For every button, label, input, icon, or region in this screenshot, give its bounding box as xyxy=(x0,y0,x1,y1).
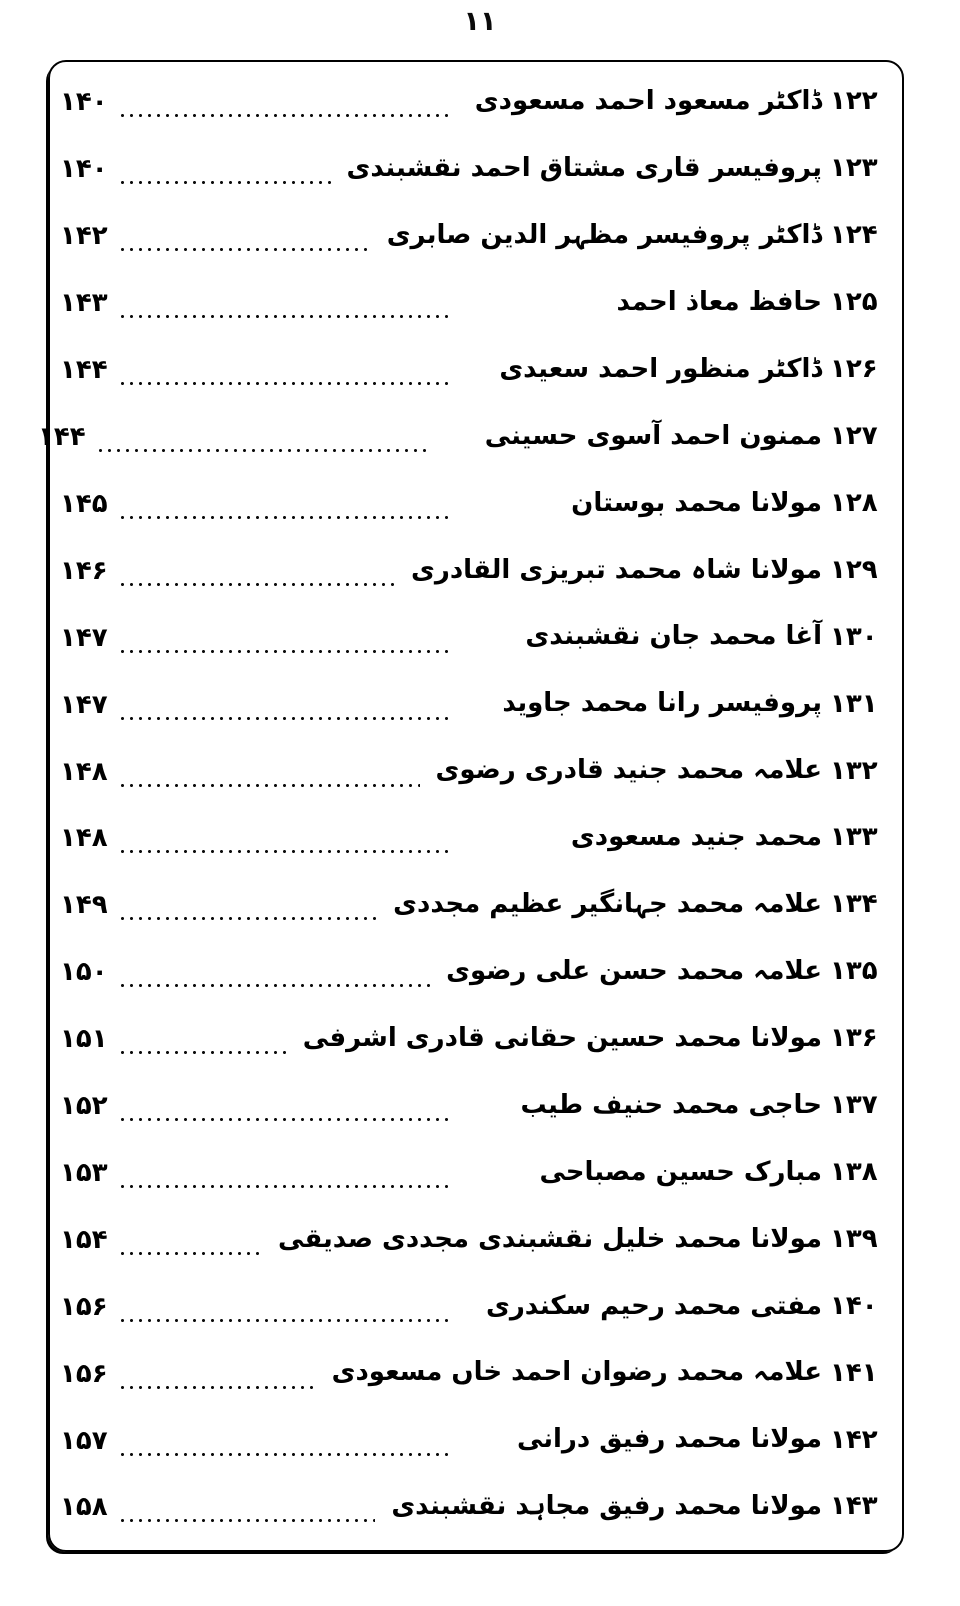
toc-row xyxy=(60,68,888,134)
row-person-name: مبارک حسین مصباحی xyxy=(539,1156,822,1187)
row-page-number: ۱۵۰ xyxy=(60,957,108,988)
dot-leader xyxy=(118,1252,262,1255)
row-serial-number: ۱۳۵ xyxy=(830,956,878,987)
dot-leader xyxy=(118,1051,287,1054)
dot-leader xyxy=(118,1118,450,1121)
row-page-number: ۱۴۸ xyxy=(60,823,108,854)
dot-leader xyxy=(118,315,450,318)
toc-row xyxy=(60,1206,888,1272)
row-person-name: پروفیسر رانا محمد جاوید xyxy=(502,688,822,719)
row-serial-number: ۱۳۶ xyxy=(830,1023,878,1054)
toc-row xyxy=(60,871,888,937)
row-leader xyxy=(60,738,428,804)
row-person-name: علامہ محمد جنید قادری رضوی xyxy=(435,755,822,786)
row-person-name: حافظ معاذ احمد xyxy=(616,286,822,317)
toc-row xyxy=(60,1005,888,1071)
row-serial-number: ۱۳۱ xyxy=(830,688,878,719)
toc-row xyxy=(60,804,888,870)
row-person-name: مولانا محمد بوستان xyxy=(571,487,822,518)
row-leader xyxy=(60,537,403,603)
toc-row xyxy=(60,269,888,335)
dot-leader xyxy=(118,516,450,519)
row-serial-number: ۱۳۹ xyxy=(830,1223,878,1254)
toc-row xyxy=(60,1407,888,1473)
row-page-number: ۱۵۶ xyxy=(60,1291,108,1322)
row-serial-number: ۱۲۶ xyxy=(830,354,878,385)
dot-leader xyxy=(118,1386,316,1389)
row-page-number: ۱۴۴ xyxy=(60,355,108,386)
row-person-name: مولانا شاہ محمد تبریزی القادری xyxy=(411,554,822,585)
row-serial-number: ۱۲۳ xyxy=(830,153,878,184)
row-leader xyxy=(60,68,467,134)
row-leader xyxy=(60,1273,478,1339)
row-leader xyxy=(60,671,494,737)
row-serial-number: ۱۲۸ xyxy=(830,487,878,518)
dot-leader xyxy=(118,850,450,853)
dot-leader xyxy=(96,449,428,452)
row-person-name: محمد جنید مسعودی xyxy=(570,822,822,853)
row-leader xyxy=(60,1072,512,1138)
row-person-name: ممنون احمد آسوی حسینی xyxy=(484,420,822,451)
row-page-number: ۱۴۲ xyxy=(60,221,108,252)
row-serial-number: ۱۴۰ xyxy=(830,1290,878,1321)
row-leader xyxy=(60,1340,324,1406)
dot-leader xyxy=(118,917,378,920)
dot-leader xyxy=(118,717,450,720)
row-serial-number: ۱۲۴ xyxy=(830,220,878,251)
row-serial-number: ۱۲۹ xyxy=(830,554,878,585)
row-leader xyxy=(60,871,385,937)
toc-row xyxy=(60,537,888,603)
row-serial-number: ۱۴۳ xyxy=(830,1491,878,1522)
toc-row xyxy=(60,202,888,268)
page-header xyxy=(0,0,960,60)
row-leader xyxy=(60,1407,509,1473)
row-person-name: مولانا محمد رفیق مجاہد نقشبندی xyxy=(391,1491,822,1522)
dot-leader xyxy=(118,1319,450,1322)
row-page-number: ۱۴۹ xyxy=(60,890,108,921)
row-person-name: آغا محمد جان نقشبندی xyxy=(525,621,822,652)
row-person-name: مفتی محمد رحیم سکندری xyxy=(486,1290,822,1321)
toc-row xyxy=(60,604,888,670)
row-leader xyxy=(60,135,339,201)
toc-row xyxy=(60,738,888,804)
row-serial-number: ۱۳۷ xyxy=(830,1090,878,1121)
row-person-name: پروفیسر قاری مشتاق احمد نقشبندی xyxy=(346,153,822,184)
row-leader xyxy=(60,1206,270,1272)
toc-row xyxy=(60,470,888,536)
row-leader xyxy=(60,604,517,670)
row-page-number: ۱۵۸ xyxy=(60,1492,108,1523)
row-person-name: مولانا محمد خلیل نقشبندی مجددی صدیقی xyxy=(278,1223,822,1254)
row-person-name: علامہ محمد حسن علی رضوی xyxy=(446,955,822,986)
dot-leader xyxy=(118,382,450,385)
row-page-number: ۱۵۴ xyxy=(60,1224,108,1255)
toc-row xyxy=(60,336,888,402)
row-person-name: علامہ محمد جہانگیر عظیم مجددی xyxy=(393,889,822,920)
row-page-number: ۱۵۲ xyxy=(60,1091,108,1122)
toc-row xyxy=(60,1072,888,1138)
toc-row xyxy=(38,403,888,469)
toc-row xyxy=(60,1473,888,1539)
toc-row xyxy=(60,1139,888,1205)
dot-leader xyxy=(118,650,450,653)
row-serial-number: ۱۳۳ xyxy=(830,822,878,853)
row-page-number: ۱۴۵ xyxy=(60,488,108,519)
dot-leader xyxy=(118,1519,376,1522)
dot-leader xyxy=(118,1185,450,1188)
row-page-number: ۱۴۴ xyxy=(38,421,86,452)
row-person-name: ڈاکٹر مسعود احمد مسعودی xyxy=(474,86,822,117)
row-page-number: ۱۴۰ xyxy=(60,154,108,185)
dot-leader xyxy=(118,248,371,251)
row-serial-number: ۱۲۷ xyxy=(830,420,878,451)
row-leader xyxy=(60,269,609,335)
dot-leader xyxy=(118,984,431,987)
toc-row xyxy=(60,1340,888,1406)
toc-row xyxy=(60,671,888,737)
row-person-name: حاجی محمد حنیف طیب xyxy=(520,1089,822,1120)
toc-row xyxy=(60,135,888,201)
row-serial-number: ۱۲۵ xyxy=(830,287,878,318)
row-serial-number: ۱۴۲ xyxy=(830,1424,878,1455)
toc-row xyxy=(60,938,888,1004)
row-page-number: ۱۵۶ xyxy=(60,1358,108,1389)
row-page-number: ۱۵۳ xyxy=(60,1157,108,1188)
dot-leader xyxy=(118,181,331,184)
toc-row xyxy=(60,1273,888,1339)
toc-rows xyxy=(38,68,888,1540)
row-serial-number: ۱۳۲ xyxy=(830,755,878,786)
row-serial-number: ۱۳۸ xyxy=(830,1156,878,1187)
row-page-number: ۱۵۷ xyxy=(60,1425,108,1456)
row-leader xyxy=(60,202,379,268)
row-leader xyxy=(60,804,563,870)
page-number: ۱۱ xyxy=(463,6,497,37)
dot-leader xyxy=(118,1453,450,1456)
row-serial-number: ۱۲۲ xyxy=(830,86,878,117)
row-leader xyxy=(60,938,438,1004)
row-serial-number: ۱۴۱ xyxy=(830,1357,878,1388)
row-leader xyxy=(60,336,491,402)
row-page-number: ۱۴۳ xyxy=(60,288,108,319)
dot-leader xyxy=(118,114,450,117)
row-page-number: ۱۴۰ xyxy=(60,87,108,118)
row-leader xyxy=(60,1139,531,1205)
row-page-number: ۱۴۸ xyxy=(60,756,108,787)
row-page-number: ۱۴۷ xyxy=(60,689,108,720)
row-person-name: ڈاکٹر منظور احمد سعیدی xyxy=(499,353,822,384)
row-leader xyxy=(60,1473,383,1539)
row-person-name: ڈاکٹر پروفیسر مظہر الدین صابری xyxy=(386,220,822,251)
toc-box xyxy=(38,60,904,1552)
row-person-name: علامہ محمد رضوان احمد خاں مسعودی xyxy=(331,1357,822,1388)
dot-leader xyxy=(118,583,395,586)
row-serial-number: ۱۳۴ xyxy=(830,889,878,920)
row-serial-number: ۱۳۰ xyxy=(830,621,878,652)
row-page-number: ۱۴۷ xyxy=(60,622,108,653)
row-page-number: ۱۵۱ xyxy=(60,1024,108,1055)
row-leader xyxy=(60,470,563,536)
row-leader xyxy=(60,1005,295,1071)
dot-leader xyxy=(118,784,420,787)
row-person-name: مولانا محمد حسین حقانی قادری اشرفی xyxy=(302,1022,822,1053)
row-leader xyxy=(38,403,477,469)
row-page-number: ۱۴۶ xyxy=(60,555,108,586)
row-person-name: مولانا محمد رفیق درانی xyxy=(516,1424,822,1455)
